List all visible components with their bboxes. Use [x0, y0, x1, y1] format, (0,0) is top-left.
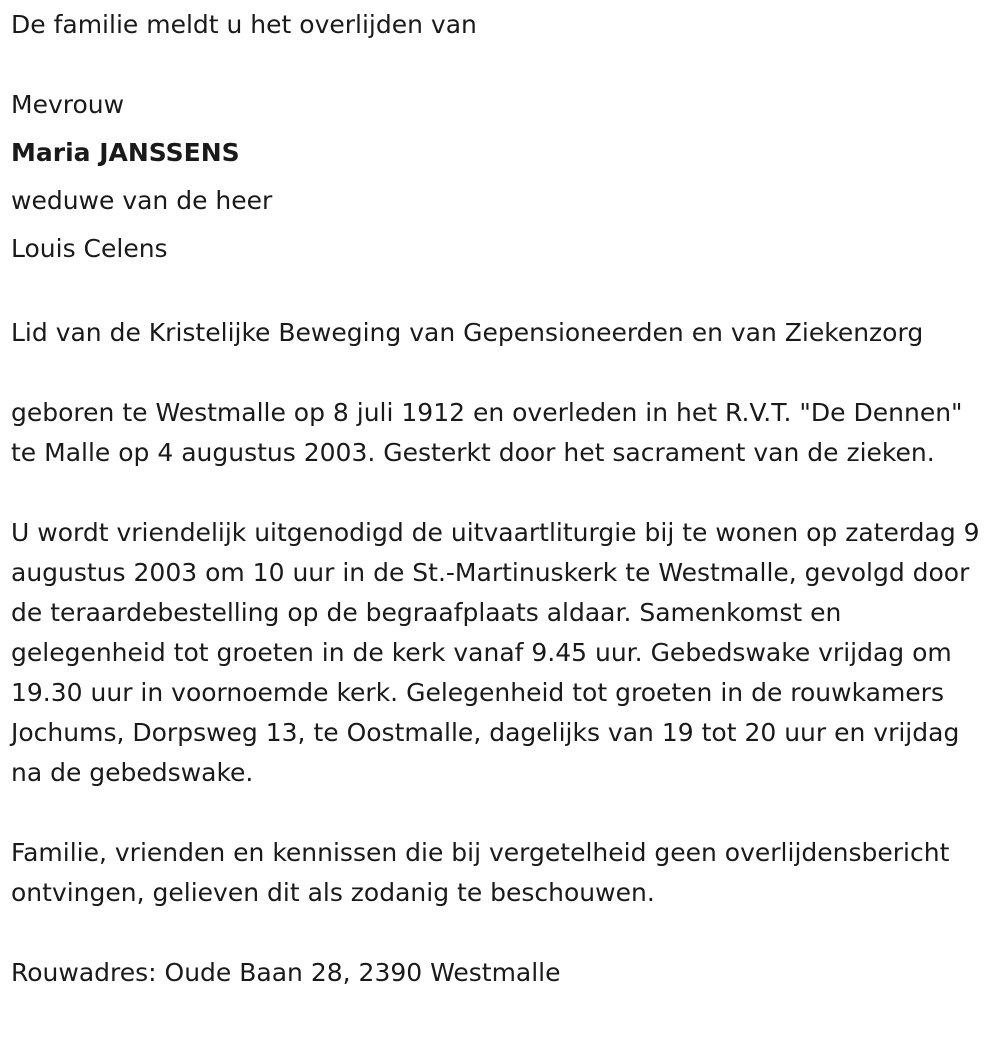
closing-paragraph: Familie, vrienden en kennissen die bij vergetelheid geen overlijdensbericht ontvingen, gelieven dit als zodanig te beschouwen. — [11, 838, 950, 907]
relation-text: weduwe van de heer — [11, 186, 273, 215]
funeral-paragraph: U wordt vriendelijk uitgenodigd de uitvaartliturgie bij te wonen op zaterdag 9 augustus 2003 om 10 uur in de St.-Martinuskerk te Westmalle, gevolgd door de teraardebestelling op de begraafplaats aldaar. Samenkomst en gelegenheid tot groeten in de kerk vanaf 9.45 uur. Gebedswake vrijdag om 19.30 uur in voornoemde kerk. Gelegenheid tot groeten in de rouwkamers Jochums, Dorpsweg 13, te Oostmalle, dagelijks van 19 tot 20 uur en vrijdag na de gebedswake. — [11, 518, 980, 787]
spouse-name: Louis Celens — [11, 234, 168, 263]
death-notice — [11, 0, 986, 993]
mourning-address: Rouwadres: Oude Baan 28, 2390 Westmalle — [11, 958, 561, 987]
deceased-title: Mevrouw — [11, 90, 125, 119]
intro-text: De familie meldt u het overlijden van — [11, 10, 477, 39]
birth-death-paragraph: geboren te Westmalle op 8 juli 1912 en overleden in het R.V.T. "De Dennen" te Malle op 4 augustus 2003. Gesterkt door het sacrament van de zieken. — [11, 398, 963, 467]
deceased-name: Maria JANSSENS — [11, 138, 240, 167]
membership-text: Lid van de Kristelijke Beweging van Gepensioneerden en van Ziekenzorg — [11, 318, 924, 347]
